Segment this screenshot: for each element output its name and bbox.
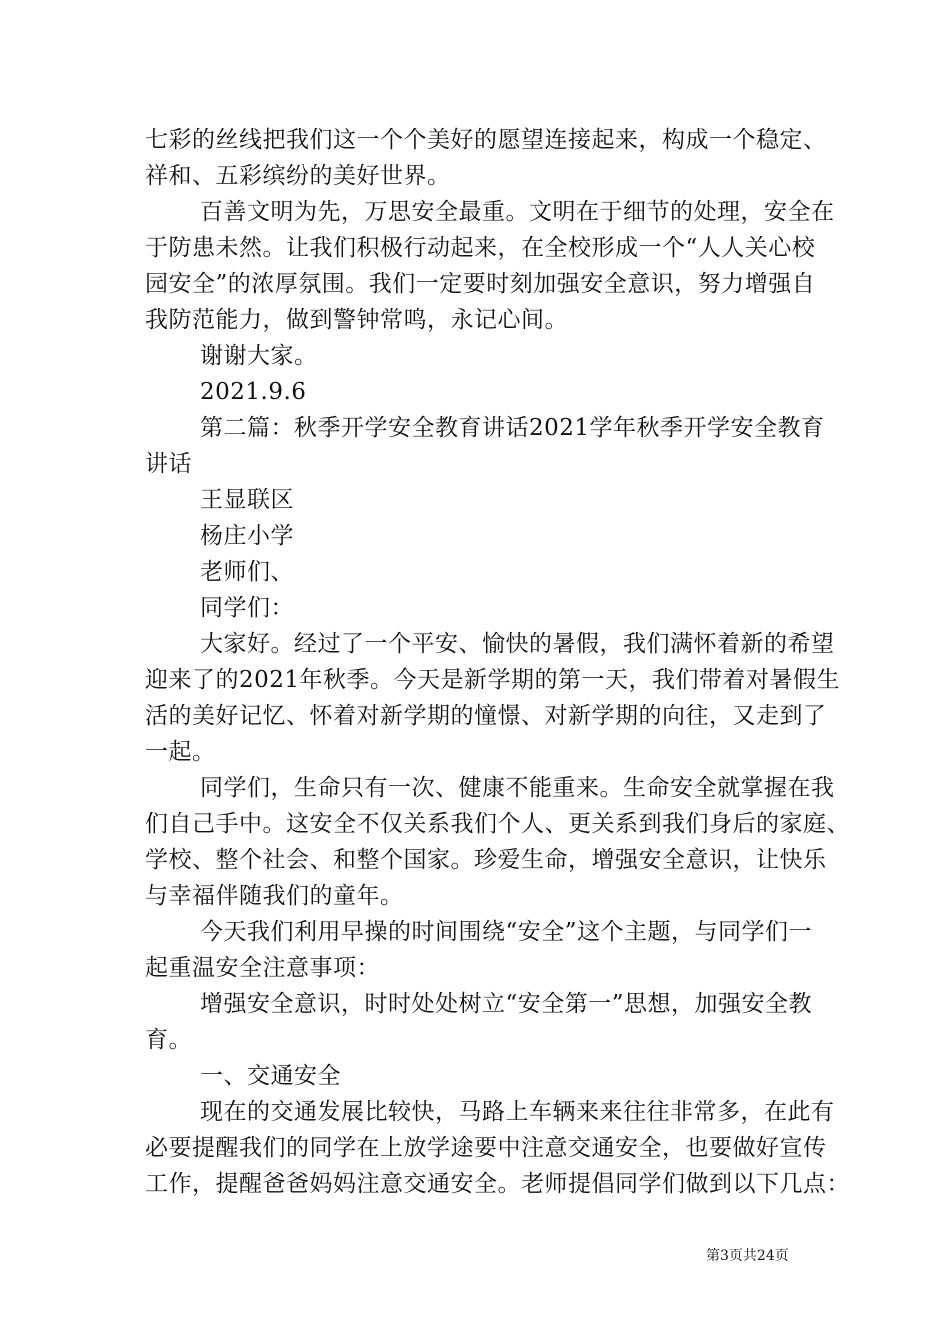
text-line: 迎来了的2021年秋季。今天是新学期的第一天，我们带着对暑假生	[145, 667, 841, 693]
text-line: 同学们，生命只有一次、健康不能重来。生命安全就掌握在我	[200, 775, 835, 801]
text-line: 王显联区	[200, 487, 294, 513]
text-line: 讲话	[145, 451, 192, 477]
text-line: 今天我们利用早操的时间围绕“安全”这个主题，与同学们一	[200, 919, 813, 945]
text-line: 现在的交通发展比较快，马路上车辆来来往往非常多，在此有	[200, 1099, 835, 1125]
text-line: 工作，提醒爸爸妈妈注意交通安全。老师提倡同学们做到以下几点：	[145, 1171, 850, 1197]
text-line: 必要提醒我们的同学在上放学途要中注意交通安全，也要做好宣传	[145, 1135, 827, 1161]
text-line: 我防范能力，做到警钟常鸣，永记心间。	[145, 307, 568, 333]
page-number: 第3页共24页	[706, 1248, 789, 1264]
date-line: 2021.9.6	[200, 379, 307, 405]
text-line: 活的美好记忆、怀着对新学期的憧憬、对新学期的向往，又走到了	[145, 703, 827, 729]
text-line: 百善文明为先，万思安全最重。文明在于细节的处理，安全在	[200, 199, 835, 225]
text-line: 谢谢大家。	[200, 343, 318, 369]
text-line: 增强安全意识，时时处处树立“安全第一”思想，加强安全教	[200, 991, 813, 1017]
text-line: 学校、整个社会、和整个国家。珍爱生命，增强安全意识，让快乐	[145, 847, 827, 873]
text-line: 育。	[145, 1027, 192, 1053]
text-line: 园安全”的浓厚氛围。我们一定要时刻加强安全意识，努力增强自	[145, 271, 816, 297]
text-line: 老师们、	[200, 559, 294, 585]
text-line: 于防患未然。让我们积极行动起来，在全校形成一个“人人关心校	[145, 235, 816, 261]
text-line: 一起。	[145, 739, 216, 765]
text-line: 起重温安全注意事项：	[145, 955, 380, 981]
section-heading: 第二篇：秋季开学安全教育讲话2021学年秋季开学安全教育	[200, 415, 825, 441]
subheading: 一、交通安全	[200, 1063, 341, 1089]
text-line: 祥和、五彩缤纷的美好世界。	[145, 163, 451, 189]
text-line: 杨庄小学	[200, 523, 294, 549]
text-line: 七彩的丝线把我们这一个个美好的愿望连接起来，构成一个稳定、	[145, 127, 827, 153]
text-line: 大家好。经过了一个平安、愉快的暑假，我们满怀着新的希望	[200, 631, 835, 657]
text-line: 与幸福伴随我们的童年。	[145, 883, 404, 909]
text-line: 们自己手中。这安全不仅关系我们个人、更关系到我们身后的家庭、	[145, 811, 850, 837]
text-line: 同学们：	[200, 595, 294, 621]
